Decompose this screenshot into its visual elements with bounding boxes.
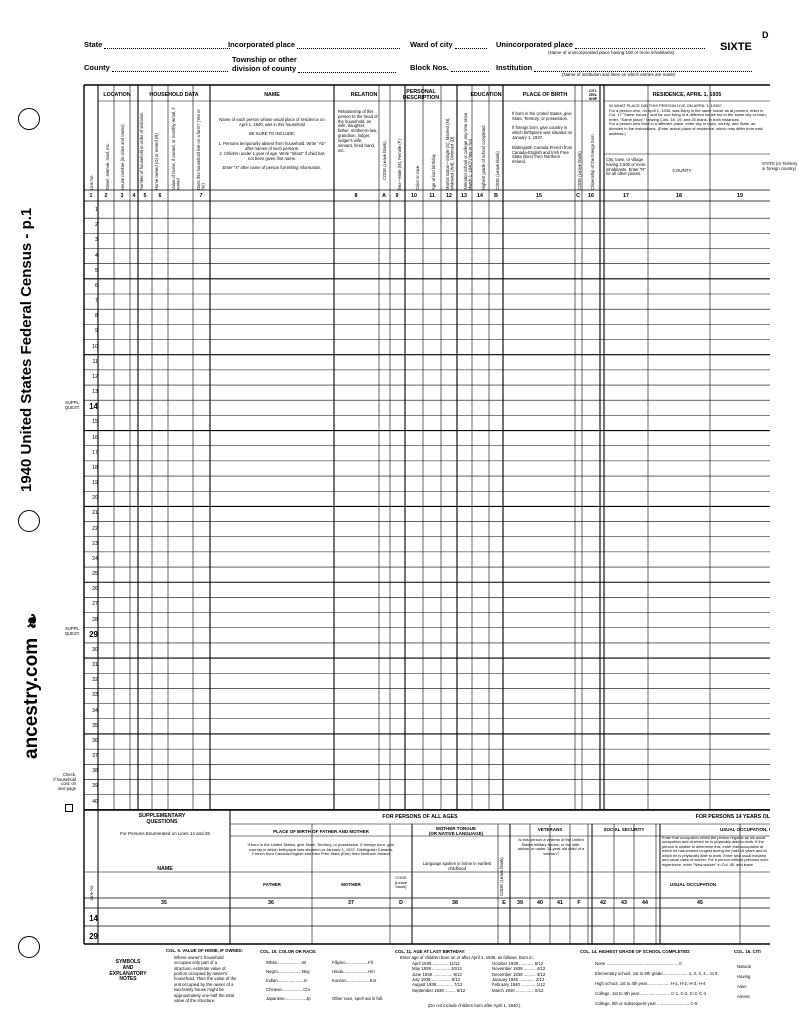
bottom-column-number-42: 42 [600,900,606,906]
colhead-sex: Sex—Male (M), Female (F) [397,139,402,190]
bottom-column-number-37: 37 [348,900,354,906]
unincorporated-field[interactable]: Unincorporated place [496,40,705,49]
bottom-column-number-43: 43 [621,900,627,906]
column-number-6: 6 [158,193,162,199]
row-number-27: 27 [92,601,98,608]
column-number-15: 15 [536,193,542,199]
code-e-header: CODE (Leave blank) [499,857,504,896]
bottom-column-number-40: 40 [537,900,543,906]
column-number-A: A [382,193,386,199]
colhead-name-text: Name of each person whose usual place of residence on April 1, 1940, was in this household BE SURE TO INCLUDE: 1. Persons temporarily absent from household. Write "Ab" after names of such persons. 2. Children under 1 year of age. Write "Infant" if child has not been given first name. Enter "X" after name of person furnishing information. [218,117,326,171]
group-birth: PLACE OF BIRTH [522,92,568,98]
row-number-30: 30 [92,646,98,653]
col5-text: Where owner's household occupies only part of a structure, estimate value of portion occupied by owner's household. Then the value of the unit occupied by the owner of a two-family house might be approximately one-half the total value of the structure. [174,955,237,1003]
row-number-40: 40 [92,798,98,805]
colhead-school: Attended school or college any time since March 1, 1940? (Yes or No) [463,112,473,190]
group-personal: PERSONAL DESCRIPTION [402,89,440,102]
group-citizenship: CITI- ZEN- SHIP [588,89,598,102]
veterans-header: VETERANS [537,827,563,832]
colhead-code-a: CODE (Leave blank) [382,141,387,180]
mother-tongue-header: MOTHER TONGUE (OR NATIVE LANGUAGE) [428,826,484,837]
sixteenth-census-heading: SIXTE [720,41,752,53]
check-note: Check, if household cont. on next page [53,772,76,791]
row-number-32: 32 [92,677,98,684]
row-number-31: 31 [92,662,98,669]
row-number-39: 39 [92,783,98,790]
row-number-8: 8 [95,313,98,320]
bottom-column-number-36: 36 [268,900,274,906]
col16-title: COL. 16. CITI [734,949,761,954]
veteran-question: Is this person a veteran of the United States military forces; or the wife, widow, or under 18-year-old child of a veteran? [517,837,585,856]
column-number-1: 1 [89,193,93,199]
bottom-column-number-35: 35 [161,900,167,906]
row-number-29: 29 [89,629,98,639]
group-education: EDUCATION [470,92,502,98]
bottom-column-number-45: 45 [697,900,703,906]
unincorporated-note: (Name of unincorporated place having 100 or more inhabitants) [548,50,675,55]
column-number-12: 12 [446,193,452,199]
bottom-column-number-D: D [399,900,403,906]
colhead-value: Value of home, if owned, or monthly rental, if rented [171,107,181,190]
row-number-9: 9 [95,328,98,335]
usual-occ-col-header: USUAL OCCUPATION [669,882,717,887]
symbols-heading: SYMBOLS AND EXPLANATORY NOTES [109,959,147,983]
row-number-38: 38 [92,768,98,775]
column-number-4: 4 [132,193,136,199]
column-number-14: 14 [477,193,483,199]
col10-title: COL. 10. COLOR OR RACE: [260,949,317,954]
row-number-6: 6 [95,282,98,289]
supp-title: SUPPLEMENTARY QUESTIONS [138,813,186,826]
colhead-age: Age at last birthday [431,154,436,190]
supp-row-29: 29 [89,932,98,941]
row-number-3: 3 [95,237,98,244]
colhead-house: House number (in cities and towns) [120,124,125,190]
column-number-13: 13 [461,193,467,199]
column-number-3: 3 [120,193,124,199]
column-number-8: 8 [354,193,358,199]
institution-note: (Name of institution and lines on which entries are made) [562,72,676,77]
state-field[interactable]: State [84,40,230,49]
column-number-C: C [576,193,580,199]
column-number-19: 19 [737,193,743,199]
bottom-column-number-44: 44 [642,900,648,906]
colhead-relation-text: Relationship of this person to the head of the household, as wife, daughter, father, mother-in-law, grandson, lodger, lodger's wife, servant, hired hand, etc. [338,109,378,153]
row-number-1: 1 [95,207,98,213]
colhead-residence-text: IN WHAT PLACE DID THIS PERSON LIVE ON APRIL 1, 1935? For a person who, on April 1, 1935, was living in the same house as at present, enter in Col. 17 "Same house," and for one living in a different house but in the same city or town, enter, "Same place," leaving Cols. 18, 19, and 20 blank, in both instances. For a person who lived in a different place, enter city or town, county, and State, as directed in the instructions. (Enter actual place of residence, which may differ from mail address.) [609,103,767,136]
bottom-column-number-41: 41 [557,900,563,906]
colhead-citizenship: Citizenship of the foreign born [590,134,595,190]
column-number-2: 2 [104,193,108,199]
continued-checkbox[interactable] [65,804,73,812]
colhead-code-c: CODE (Leave blank) [577,151,582,190]
bottom-column-number-E: E [502,900,506,906]
colhead-color: Color or race [415,165,420,190]
column-number-7: 7 [199,193,203,199]
colhead-city: City, town, or village having 2,500 or more inhabitants. Enter "R" for all other places. [606,157,646,177]
row-number-36: 36 [92,737,98,744]
supp-name-header: NAME [157,866,173,872]
column-number-17: 17 [623,193,629,199]
bottom-column-number-38: 38 [452,900,458,906]
col16-list: Natural Having Alien Americ [737,964,751,999]
incorporated-place-field[interactable]: Incorporated place [228,40,400,49]
column-number-10: 10 [411,193,417,199]
col14-title: COL. 14. HIGHEST GRADE OF SCHOOL COMPLETED: [580,949,691,954]
column-number-5: 5 [143,193,147,199]
column-number-16: 16 [588,193,594,199]
bottom-column-number-39: 39 [517,900,523,906]
column-number-9: 9 [395,193,399,199]
father-header: FATHER [263,882,281,887]
colhead-marital: Marital status—Single (S), Married (M), Widowed (Wd), Divorced (D) [445,117,455,190]
row-number-37: 37 [92,753,98,760]
row-number-2: 2 [95,222,98,229]
institution-field[interactable]: Institution [496,63,752,72]
row-number-34: 34 [92,707,98,714]
corner-letter: D [762,30,769,40]
group-household: HOUSEHOLD DATA [149,92,199,98]
leaf-icon: ❧ [20,611,44,633]
over14-header: FOR PERSONS 14 YEARS OL [695,814,770,820]
colhead-home-owned: Home owned (O) or rented (R) [154,133,159,190]
ward-field[interactable]: Ward of city [410,40,487,49]
column-number-18: 18 [676,193,682,199]
colhead-line-no: Line No. [89,174,94,190]
group-name: NAME [264,92,280,98]
col14-list: None ............................................................ 0 Elementary school, 1st to 8th grade..................... 1, 2, 3, 4... to 8 High school, 1st to 4th year................... H-1, H-2, H-3, H-4 College, 1st to 4th year.......................... C-1, C-2, C-3, C-4 College, 5th or subsequent year ........................... C-5 [595,961,718,1006]
group-relation: RELATION [350,92,378,98]
language-header: Language spoken in home in earliest childhood [422,861,492,871]
col5-title: COL. 5. VALUE OF HOME, IF OWNED: [166,948,244,953]
row-number-10: 10 [92,343,98,350]
row-number-33: 33 [92,692,98,699]
col11-title: COL. 11. AGE AT LAST BIRTHDAY: [395,949,466,954]
row-number-22: 22 [92,525,98,532]
col11-subtitle: Enter age of children born on or after April 1, 1939, as follows. Born in: [400,955,534,960]
row-number-20: 20 [92,495,98,502]
colhead-grade: Highest grade of school completed [481,125,486,190]
supp-quest-14: SUPPL. QUEST. [64,400,80,410]
col10-list-b: Filipino...................Fil Hindu.....................Hin Korean....................Kor Other race, spell out in full. [332,960,384,1002]
colhead-birth-text: If born in the United States, give State, Territory, or possession. If foreign born, give country in which birthplace was situated on January 1, 1937. Distinguish Canada-French from Canada-English and Irish Free State (Eire) from Northern Ireland. [512,111,573,165]
column-number-B: B [494,193,498,199]
social-security-header: SOCIAL SECURITY [603,827,645,832]
pob-parents-text: If born in the United States, give State, Territory, or possession. If foreign born, give country in which birthplace was situated on January 1, 1937. Distinguish Canada-French from Canada-English and Irish Free State (Eire) from Northern Ireland [247,842,395,857]
row-number-35: 35 [92,722,98,729]
row-number-26: 26 [92,586,98,593]
row-number-25: 25 [92,571,98,578]
row-number-5: 5 [95,267,98,274]
colhead-state: STATE (or Territory or foreign country) [762,161,798,171]
county-field[interactable]: County [84,63,228,72]
all-ages-header: FOR PERSONS OF ALL AGES [382,814,458,820]
usual-occupation-header: USUAL OCCUPATION, I [719,827,770,832]
row-number-17: 17 [92,449,98,456]
mother-header: MOTHER [341,882,361,887]
group-location: LOCATION [103,92,131,98]
colhead-visitation: Number of household in order of visitation [139,112,144,190]
block-field[interactable]: Block Nos. [410,63,489,72]
document-title: 1940 United States Federal Census - p.1 [18,207,35,493]
bottom-column-number-F: F [577,900,581,906]
township-label: Township or other [232,55,297,64]
row-number-11: 11 [92,358,98,365]
township-field[interactable]: division of county [232,64,396,73]
code-leave-header: CODE (Leave blank) [394,875,408,890]
row-number-16: 16 [92,434,98,441]
row-number-14: 14 [89,402,98,412]
row-number-4: 4 [95,252,98,259]
row-number-28: 28 [92,616,98,623]
logo-text: ancestry.com [21,638,42,760]
supp-subtitle: For Persons Enumerated on Lines 14 and 29 [120,831,210,836]
row-number-15: 15 [92,419,98,426]
colhead-code-b: CODE (Leave blank) [495,151,500,190]
supp-quest-29: SUPPL. QUEST. [64,626,80,636]
colhead-county: COUNTY [672,168,692,173]
column-number-11: 11 [429,193,435,199]
usual-occupation-text: Enter that occupation which the person regards as his usual occupation and at which he is physically able to work. If the person is unable to determine this, enter that occupation at which he has worked longest during the past 10 years and at which he is physically able to work. Enter also usual industry and usual class of worker. For a person without previous work experience, enter "New worker" in Col. 45, and leave [662,835,769,867]
col11-list-a: April 1939 ............. 11/12 May 1939 ............... 10/12 June 1939 ................ 9/12 July 1939 ................ 8/12 August 1939 ............. 7/12 September 1939 ......... 6/12 [412,961,466,993]
row-number-18: 18 [92,464,98,471]
supp-line-no: Line No. [89,884,94,900]
colhead-farm: Does this household live on a farm? (Yes or No) [196,109,206,190]
row-number-21: 21 [92,510,98,517]
col10-list-a: White.....................W Negro....................Neg Indian......................In Chinese..................Chi Japanese..................Jp [266,960,311,1002]
row-number-12: 12 [92,373,98,380]
col11-note: (Do not include children born after April 1, 1940.) [428,1003,521,1008]
colhead-street: Street, avenue, road, etc. [105,142,110,190]
row-number-13: 13 [92,389,98,396]
row-number-19: 19 [92,480,98,487]
row-number-7: 7 [95,298,98,305]
supp-row-14: 14 [89,914,98,923]
group-residence: RESIDENCE, APRIL 1, 1935 [652,92,722,98]
row-number-24: 24 [92,555,98,562]
pob-parents-header: PLACE OF BIRTH OF FATHER AND MOTHER [273,829,369,834]
col11-list-b: October 1939 ............ 5/12 November 1939 .......... 4/12 December 1939 .......... 3/12 January 1940 ............. 2/12 February 1940 ............ 1/12 March 1940 ............... 0/12 [492,961,546,993]
row-number-23: 23 [92,540,98,547]
